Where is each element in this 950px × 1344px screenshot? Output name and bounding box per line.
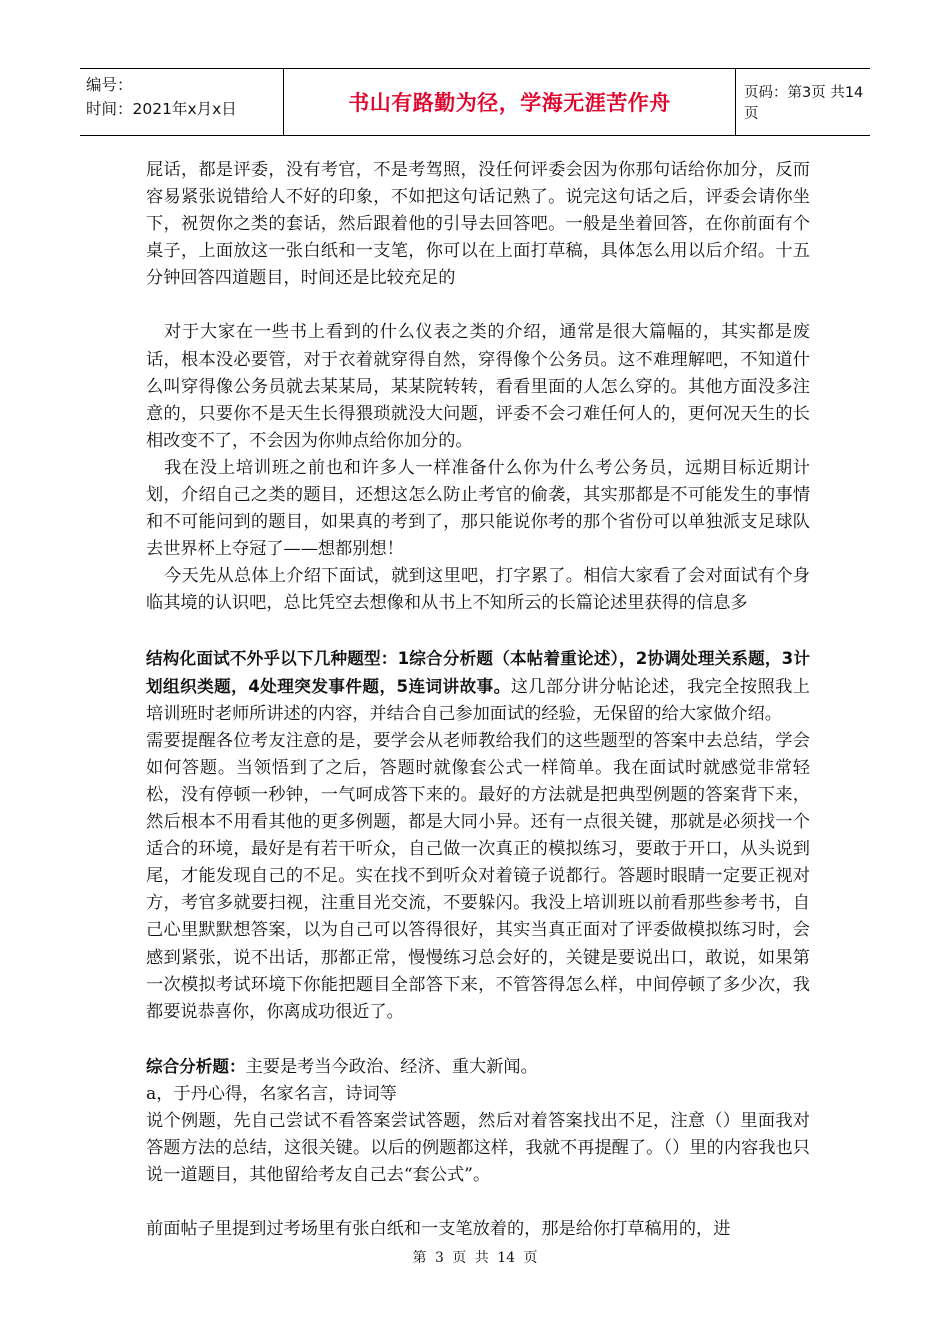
paragraph-7 <box>146 1053 810 1081</box>
paragraph-gap <box>146 618 810 645</box>
paragraph-1: 屁话，都是评委，没有考官，不是考驾照，没任何评委会因为你那句话给你加分，反而容易紧张说错给人不好的印象，不如把这句话记熟了。说完这句话之后，评委会请你坐下，祝贺你之类的套话，然后跟着他的引导去回答吧。一般是坐着回答，在你前面有个桌子，上面放这一张白纸和一支笔，你可以在上面打草稿，具体怎么用以后介绍。十五分钟回答四道题目，时间还是比较充足的 <box>146 160 810 289</box>
paragraph-gap <box>146 1026 810 1053</box>
paragraph-5 <box>146 645 810 728</box>
paragraph-2: 对于大家在一些书上看到的什么仪表之类的介绍，通常是很大篇幅的，其实都是废话，根本没必要管，对于衣着就穿得自然，穿得像个公务员。这不难理解吧，不知道什么叫穿得像公务员就去某某局，某某院转转，看看里面的人怎么穿的。其他方面没多注意的，只要你不是天生长得猥琐就没大问题，评委不会刁难任何人的，更何况天生的长相改变不了，不会因为你帅点给你加分的。 <box>146 322 810 451</box>
header-motto: 书山有路勤为径，学海无涯苦作舟 <box>348 91 671 115</box>
page-footer: 第 3 页 共 14 页 <box>412 1250 538 1266</box>
page-header <box>80 68 870 136</box>
header-motto-cell <box>284 69 736 135</box>
header-time: 时间：2021年x月x日 <box>86 100 237 118</box>
header-page-cell <box>736 69 870 135</box>
paragraph-4: 今天先从总体上介绍下面试，就到这里吧，打字累了。相信大家看了会对面试有个身临其境的认识吧，总比凭空去想像和从书上不知所云的长篇论述里获得的信息多 <box>146 566 810 614</box>
paragraph-8: a，于丹心得，名家名言，诗词等 <box>146 1083 397 1104</box>
paragraph-gap <box>146 292 810 319</box>
paragraph-gap <box>146 1189 810 1216</box>
paragraph-7-text: 主要是考当今政治、经济、重大新闻。 <box>245 1056 538 1077</box>
paragraph-9: 说个例题，先自己尝试不看答案尝试答题，然后对着答案找出不足，注意（）里面我对答题方法的总结，这很关键。以后的例题都这样，我就不再提醒了。（）里的内容我也只说一道题目，其他留给考友自己去“套公式”。 <box>146 1111 810 1186</box>
paragraph-10: 前面帖子里提到过考场里有张白纸和一支笔放着的，那是给你打草稿用的，进 <box>146 1219 731 1240</box>
paragraph-6: 需要提醒各位考友注意的是，要学会从老师教给我们的这些题型的答案中去总结，学会如何答题。当领悟到了之后，答题时就像套公式一样简单。我在面试时就感觉非常轻松，没有停顿一秒钟，一气呵成答下来的。最好的方法就是把典型例题的答案背下来，然后根本不用看其他的更多例题，都是大同小异。还有一点很关键，那就是必须找一个适合的环境，最好是有若干听众，自己做一次真正的模拟练习，要敢于开口，从头说到尾，才能发现自己的不足。实在找不到听众对着镜子说都行。答题时眼睛一定要正视对方，考官多就要扫视，注重目光交流，不要躲闪。我没上培训班以前看那些参考书，自己心里默默想答案，以为自己可以答得很好，其实当真正面对了评委做模拟练习时，会感到紧张，说不出话，那都正常，慢慢练习总会好的，关键是要说出口，敢说，如果第一次模拟考试环境下你能把题目全部答下来，不管答得怎么样，中间停顿了多少次，我都要说恭喜你，你离成功很近了。 <box>146 730 810 1022</box>
analysis-heading: 综合分析题： <box>146 1056 246 1076</box>
document-body <box>146 157 810 1243</box>
header-page-number: 页码：第3页 共14页 <box>744 85 864 122</box>
header-number: 编号： <box>86 76 133 94</box>
question-types-heading: 结构化面试不外乎以下几种题型：1综合分析题（本帖着重论述），2协调处理关系题，3计划组织类题，4处理突发事件题，5连词讲故事。 <box>146 648 810 696</box>
header-meta <box>80 69 284 135</box>
paragraph-3: 我在没上培训班之前也和许多人一样准备什么你为什么考公务员，远期目标近期计划，介绍自己之类的题目，还想这怎么防止考官的偷袭，其实那都是不可能发生的事情和不可能问到的题目，如果真的考到了，那只能说你考的那个省份可以单独派支足球队去世界杯上夺冠了——想都别想！ <box>146 457 810 560</box>
paragraph-5-text: 这几部分讲分帖论述，我完全按照我上培训班时老师所讲述的内容，并结合自己参加面试的经验，无保留的给大家做介绍。 <box>146 676 810 724</box>
